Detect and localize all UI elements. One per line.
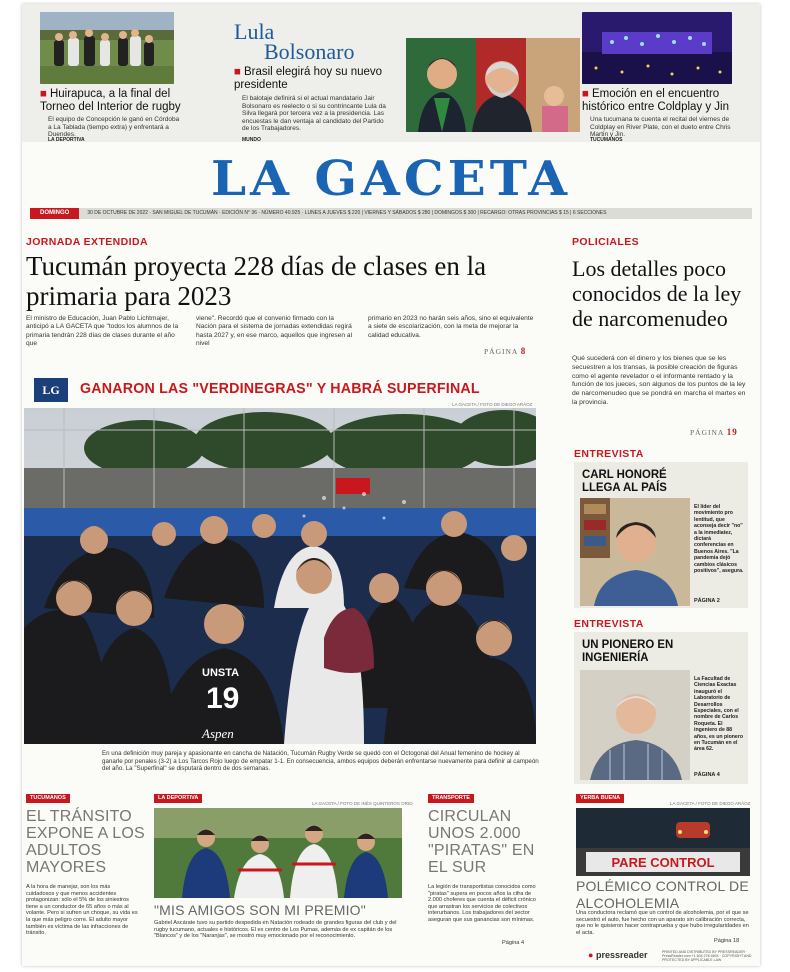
interview-body: El líder del movimiento pro lentitud, que aconseja decir "no" a la inmediatez, dictará conferencias en Buenos Aires. "La pandemia dejó cambios clásicos positivos", asegura. bbox=[694, 504, 744, 575]
jersey-number: 19 bbox=[206, 682, 240, 715]
teaser-title: Lula Bolsonaro bbox=[234, 19, 355, 64]
dateline-text: 30 DE OCTUBRE DE 2022 · SAN MIGUEL DE TUCUMÁN · EDICIÓN N° 36 · NÚMERO 40.925 · LUNES A JUEVES $ 220 | VIERNES Y SÁBADOS $ 280 | DOMINGOS $ 300 | RECARGO: OTRAS PROVINCIAS $ 15 | 6 SECCIONES bbox=[87, 210, 607, 216]
hockey-celebration-photo[interactable] bbox=[24, 408, 536, 744]
section-yerba-buena: YERBA BUENA bbox=[576, 794, 624, 803]
interview-body: La Facultad de Ciencias Exactas inauguró el Laboratorio de Desarrollos Especiales, con el nombre de Carlos Roqueta. El ingeniero de 88 años, es un pionero en Tucumán en el área 62. bbox=[694, 676, 744, 753]
interview-2-kicker: ENTREVISTA bbox=[574, 618, 644, 630]
teaser-rugby[interactable] bbox=[40, 8, 190, 142]
pare-control-sign: PARE CONTROL bbox=[611, 855, 715, 870]
main-story-kicker: JORNADA EXTENDIDA bbox=[26, 236, 148, 248]
side-story-page-ref[interactable]: PÁGINA 19 bbox=[690, 427, 738, 437]
section-tucumanos: TUCUMANOS bbox=[26, 794, 70, 803]
teaser-body: Una tucumana te cuenta el recital del viernes de Coldplay en River Plate, con el dueto entre Chris Martin y Jin. bbox=[590, 116, 731, 138]
piratas-page-ref: Página 4 bbox=[502, 940, 525, 946]
rugby-teaser-photo bbox=[40, 12, 174, 84]
side-story-kicker: POLICIALES bbox=[572, 236, 640, 248]
pressreader-icon: ● bbox=[588, 950, 594, 960]
main-story-col3: primario en 2023 no harán seis años, sino el equivalente a siete de escolarización, con la meta de mejorar la calidad educativa. bbox=[368, 315, 534, 339]
amigos-body: Gabriel Ascárate tuvo su partido despedida en Natación rodeado de grandes figuras del club y del rugby tucumano, actuales e históricos. El ex centro de Los Pumas, además de ex capitán de los "Blancos" y de los "Naranjas", se mostró muy emocionado por el reconocimiento. bbox=[154, 920, 397, 940]
photo-credit: LA GACETA / FOTO DE DIEGO ARÁOZ bbox=[452, 402, 533, 407]
teaser-coldplay[interactable] bbox=[582, 8, 752, 142]
pressreader-note: PRINTED AND DISTRIBUTED BY PRESSREADER · PressReader.com +1 604 278 4604 · COPYRIGHT AND PROTECTED BY APPLICABLE LAW bbox=[662, 950, 752, 963]
pressreader-logo[interactable]: ● pressreader bbox=[588, 950, 648, 960]
interview-page-ref: PÁGINA 4 bbox=[694, 772, 720, 778]
interview-card-pionero[interactable] bbox=[574, 632, 748, 784]
jersey-sponsor: Aspen bbox=[202, 726, 234, 741]
main-story-page-ref[interactable]: PÁGINA 8 bbox=[484, 346, 527, 356]
yerba-credit: LA GACETA / FOTO DE DIEGO ARÁOZ bbox=[670, 801, 751, 806]
main-story-col2: viene". Recordó que el convenio firmado con la Nación para el sistema de jornadas extendidas regirá hasta 2027 y, en ese marco, aquellos que ingresen al nivel bbox=[196, 315, 353, 348]
alcoholemia-body: Una conductora reclamó que un control de alcoholemia, por el que se secuestró el auto, fue hecho con un aparato sin calibración correcta, que no le quisieron hacer contraprueba y que hubo irregularidades en el acta. bbox=[576, 910, 749, 936]
teaser-headline: ■ Huirapuca, a la final del Torneo del Interior de rugby bbox=[40, 88, 181, 113]
bullet-icon: ■ bbox=[40, 88, 47, 100]
teaser-headline: ■ Emoción en el encuentro histórico entre Coldplay y Jin bbox=[582, 88, 730, 113]
teaser-body: El balotaje definirá si el actual mandatario Jair Bolsonaro es reelecto o si su contrincante Lula da Silva llegará por tercera vez a la presidencia. Las encuestas le dan ventaja al candidato del Partido de los Trabajadores. bbox=[242, 95, 386, 132]
alcoholemia-page-ref: Página 18 bbox=[714, 938, 740, 944]
bullet-icon: ■ bbox=[234, 66, 241, 78]
interview-card-honore[interactable] bbox=[574, 462, 748, 608]
alcohol-control-photo[interactable] bbox=[576, 808, 750, 876]
dateline-day: DOMINGO bbox=[30, 208, 79, 219]
piratas-body: La legión de transportistas conocidos como "piratas" supera en pocos años la cifra de 2.000 choferes que cuenta el déficit crónico que arrastran los servicios de colectivos interurbanos. Los trabajadores del sector aseguran que sus ganancias son mínimas. bbox=[428, 884, 536, 923]
teaser-section: LA DEPORTIVA bbox=[48, 137, 85, 143]
teaser-section: TUCUMANOS bbox=[590, 137, 623, 143]
teaser-headline: ■ Brasil elegirá hoy su nuevo presidente bbox=[234, 66, 383, 91]
masthead-logo[interactable]: LA GACETA bbox=[210, 150, 572, 207]
main-story-headline[interactable]: Tucumán proyecta 228 días de clases en la primaria para 2023 bbox=[26, 251, 487, 311]
jersey-text: UNSTA bbox=[202, 667, 240, 679]
photo-banner-headline[interactable]: GANARON LAS "VERDINEGRAS" Y HABRÁ SUPERFINAL bbox=[80, 380, 480, 397]
interview-1-kicker: ENTREVISTA bbox=[574, 448, 644, 460]
paper-sheet bbox=[22, 4, 760, 966]
lg-logo: LG bbox=[34, 378, 68, 402]
concert-photo bbox=[582, 12, 732, 84]
top-teasers bbox=[22, 4, 760, 142]
side-story-headline[interactable]: Los detalles poco conocidos de la ley de narcomenudeo bbox=[572, 256, 742, 331]
rugby-farewell-photo[interactable] bbox=[154, 808, 402, 898]
amigos-headline[interactable]: "MIS AMIGOS SON MI PREMIO" bbox=[154, 902, 366, 918]
bullet-icon: ■ bbox=[582, 88, 589, 100]
transito-headline[interactable]: EL TRÁNSITO EXPONE A LOS ADULTOS MAYORES bbox=[26, 808, 145, 876]
dateline-bar bbox=[30, 208, 752, 219]
piratas-headline[interactable]: CIRCULAN UNOS 2.000 "PIRATAS" EN EL SUR bbox=[428, 808, 535, 876]
candidates-photo bbox=[406, 38, 580, 132]
honore-portrait bbox=[580, 498, 690, 606]
section-la-deportiva: LA DEPORTIVA bbox=[154, 794, 202, 803]
pionero-portrait bbox=[580, 670, 690, 780]
interview-page-ref: PÁGINA 2 bbox=[694, 598, 720, 604]
interview-headline: UN PIONERO EN INGENIERÍA bbox=[582, 637, 674, 664]
alcoholemia-headline[interactable]: POLÉMICO CONTROL DE ALCOHOLEMIA bbox=[576, 878, 749, 911]
interview-headline: CARL HONORÉ LLEGA AL PAÍS bbox=[582, 467, 667, 494]
transito-body: A la hora de manejar, son los más cuidadosos y que menos accidentes protagonizan: sólo el 5% de los siniestros tiene a un conductor de 65 años o más al volante. Pero si sufren un choque, su vida es la que más peligro corre. El adulto mayor también es víctima de las infracciones de tránsito. bbox=[26, 884, 138, 937]
teaser-section: MUNDO bbox=[242, 137, 261, 143]
section-transporte: TRANSPORTE bbox=[428, 794, 474, 803]
deportiva-credit: LA GACETA / FOTO DE INÉS QUINTEROS ORIO bbox=[312, 801, 413, 806]
side-story-body: Qué sucederá con el dinero y los bienes que se les secuestren a los transas, la posible creación de figuras como el agente revelador o el informante rentado y la función de los jueces, son algunos de los puntos de la ley de narcomenudeo que se pondrá en marcha el martes en la provincia. bbox=[572, 355, 746, 406]
teaser-brasil[interactable] bbox=[206, 8, 566, 142]
photo-caption: En una definición muy pareja y apasionante en cancha de Natación, Tucumán Rugby Verde se quedó con el Octogonal del Anual femenino de hockey al ganarle por penales (3-2) a Los Tarcos Rojo luego de empatar 1-1. En consecuencia, ambos equipos deberán enfrentarse nuevamente para definir al campeón del año. La "Superfinal" se disputará dentro de dos semanas. bbox=[102, 750, 539, 773]
teaser-body: El equipo de Concepción le ganó en Córdoba a La Tablada (tiempo extra) y enfrentará a Duendes. bbox=[48, 116, 180, 138]
main-story-col1: El ministro de Educación, Juan Pablo Lichtmajer, anticipó a LA GACETA que "todos los alumnos de la primaria tendrán 228 días de clases durante el año que bbox=[26, 315, 179, 348]
